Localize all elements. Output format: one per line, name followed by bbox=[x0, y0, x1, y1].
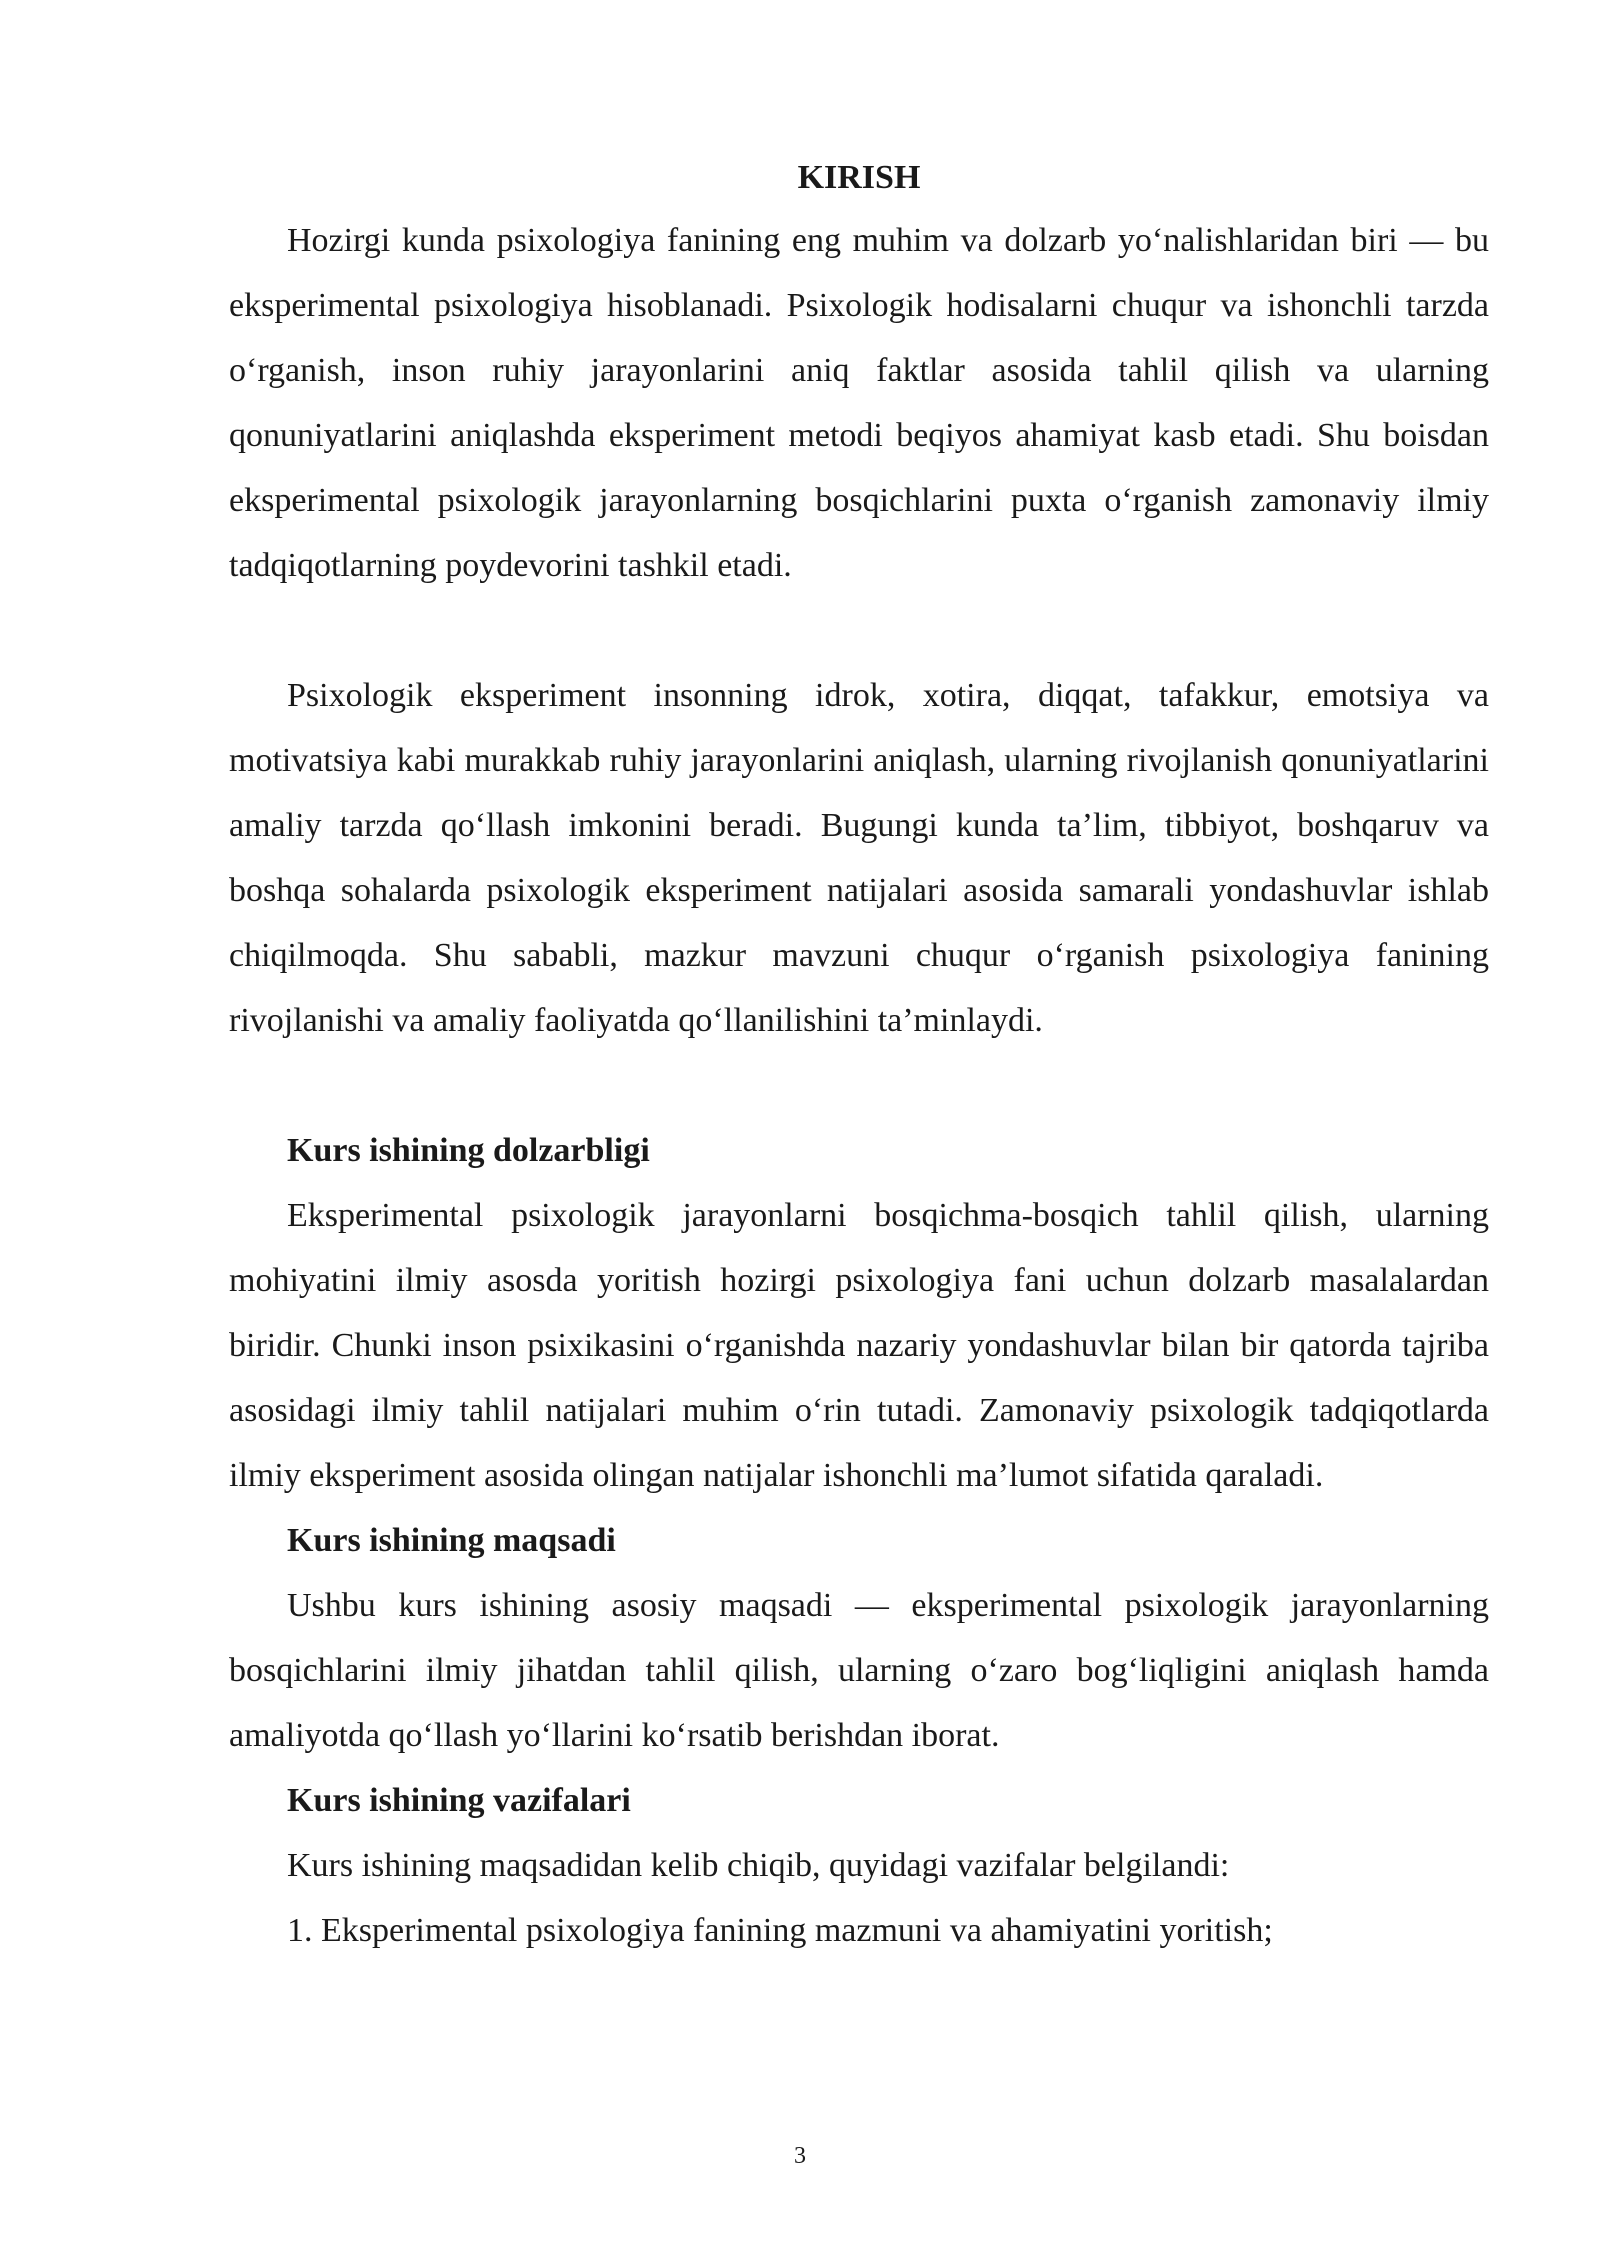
intro-paragraph-2: Psixologik eksperiment insonning idrok, xotira, diqqat, tafakkur, emotsiya va motivatsiya kabi murakkab ruhiy jarayonlarini aniqlash, ularning rivojlanish qonuniyatlarini amaliy tarzda qo‘llash imkonini beradi. Bugungi kunda ta’lim, tibbiyot, boshqaruv va boshqa sohalarda psixologik eksperiment natijalari asosida samarali yondashuvlar ishlab chiqilmoqda. Shu sababli, mazkur mavzuni chuqur o‘rganish psixologiya fanining rivojlanishi va amaliy faoliyatda qo‘llanilishini ta’minlaydi. bbox=[229, 677, 1489, 1039]
heading-relevance: Kurs ishining dolzarbligi bbox=[287, 1132, 650, 1169]
tasks-intro-paragraph: Kurs ishining maqsadidan kelib chiqib, quyidagi vazifalar belgilandi: bbox=[287, 1847, 1230, 1884]
paragraph-spacer bbox=[229, 598, 1489, 663]
goal-paragraph: Ushbu kurs ishining asosiy maqsadi — eksperimental psixologik jarayonlarning bosqichlarini ilmiy jihatdan tahlil qilish, ularning o‘zaro bog‘liqligini aniqlash hamda amaliyotda qo‘llash yo‘llarini ko‘rsatib berishdan iborat. bbox=[229, 1587, 1489, 1754]
relevance-paragraph: Eksperimental psixologik jarayonlarni bosqichma-bosqich tahlil qilish, ularning mohiyatini ilmiy asosda yoritish hozirgi psixologiya fani uchun dolzarb masalalardan biridir. Chunki inson psixikasini o‘rganishda nazariy yondashuvlar bilan bir qatorda tajriba asosidagi ilmiy tahlil natijalari muhim o‘rin tutadi. Zamonaviy psixologik tadqiqotlarda ilmiy eksperiment asosida olingan natijalar ishonchli ma’lumot sifatida qaraladi. bbox=[229, 1197, 1489, 1494]
page-number: 3 bbox=[794, 2143, 806, 2169]
task-item-1: 1. Eksperimental psixologiya fanining mazmuni va ahamiyatini yoritish; bbox=[287, 1912, 1273, 1949]
section-spacer bbox=[229, 1053, 1489, 1118]
heading-goal: Kurs ishining maqsadi bbox=[287, 1522, 616, 1559]
page-content bbox=[229, 148, 1489, 1963]
intro-paragraph-1: Hozirgi kunda psixologiya fanining eng muhim va dolzarb yo‘nalishlaridan biri — bu eksperimental psixologiya hisoblanadi. Psixologik hodisalarni chuqur va ishonchli tarzda o‘rganish, inson ruhiy jarayonlarini aniq faktlar asosida tahlil qilish va ularning qonuniyatlarini aniqlashda eksperiment metodi beqiyos ahamiyat kasb etadi. Shu boisdan eksperimental psixologik jarayonlarning bosqichlarini puxta o‘rganish zamonaviy ilmiy tadqiqotlarning poydevorini tashkil etadi. bbox=[229, 222, 1489, 584]
page-title: KIRISH bbox=[797, 159, 921, 196]
heading-tasks: Kurs ishining vazifalari bbox=[287, 1782, 631, 1819]
